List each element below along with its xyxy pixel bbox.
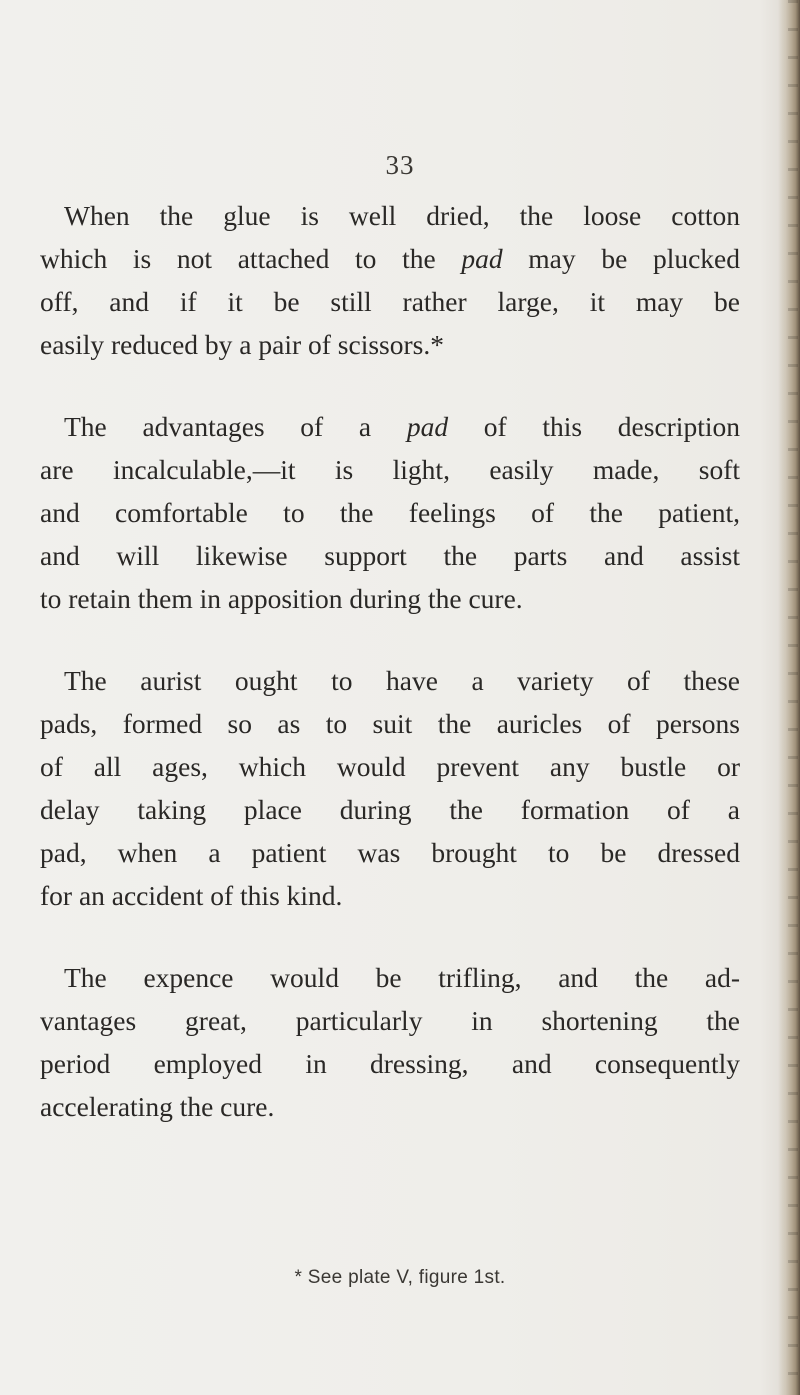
text-line: The expence would be trifling, and the ad- [64, 962, 740, 993]
paragraph-2 [40, 405, 740, 620]
text-line: and comfortable to the feelings of the patient, [40, 497, 740, 528]
text-line: for an accident of this kind. [40, 880, 343, 911]
text-line: period employed in dressing, and consequently [40, 1048, 740, 1079]
page-number: 33 [385, 150, 415, 180]
text-line: to retain them in apposition during the cure. [40, 583, 523, 614]
text-line: off, and if it be still rather large, it may be [40, 286, 740, 317]
text-line: vantages great, particularly in shortening the [40, 1005, 740, 1036]
text-line: pad, when a patient was brought to be dressed [40, 837, 740, 868]
text-line: are incalculable,—it is light, easily made, soft [40, 454, 740, 485]
text-line: accelerating the cure. [40, 1091, 275, 1122]
text-line: The aurist ought to have a variety of these [64, 665, 740, 696]
text-line: The advantages of a pad of this description [64, 411, 740, 442]
text-line: When the glue is well dried, the loose cotton [64, 200, 740, 231]
text-line: which is not attached to the pad may be plucked [40, 243, 740, 274]
text-line: of all ages, which would prevent any bustle or [40, 751, 740, 782]
paragraph-4 [40, 956, 740, 1128]
paragraph-gap [40, 917, 740, 956]
body-text [40, 194, 740, 1128]
page-edge-texture [788, 0, 798, 1395]
paragraph-1 [40, 194, 740, 366]
paragraph-gap [40, 366, 740, 405]
paragraph-gap [40, 620, 740, 659]
text-line: easily reduced by a pair of scissors.* [40, 329, 444, 360]
text-line: and will likewise support the parts and assist [40, 540, 740, 571]
footnote: * See plate V, figure 1st. [294, 1267, 506, 1288]
paragraph-3 [40, 659, 740, 917]
text-line: delay taking place during the formation of a [40, 794, 740, 825]
text-line: pads, formed so as to suit the auricles of persons [40, 708, 740, 739]
